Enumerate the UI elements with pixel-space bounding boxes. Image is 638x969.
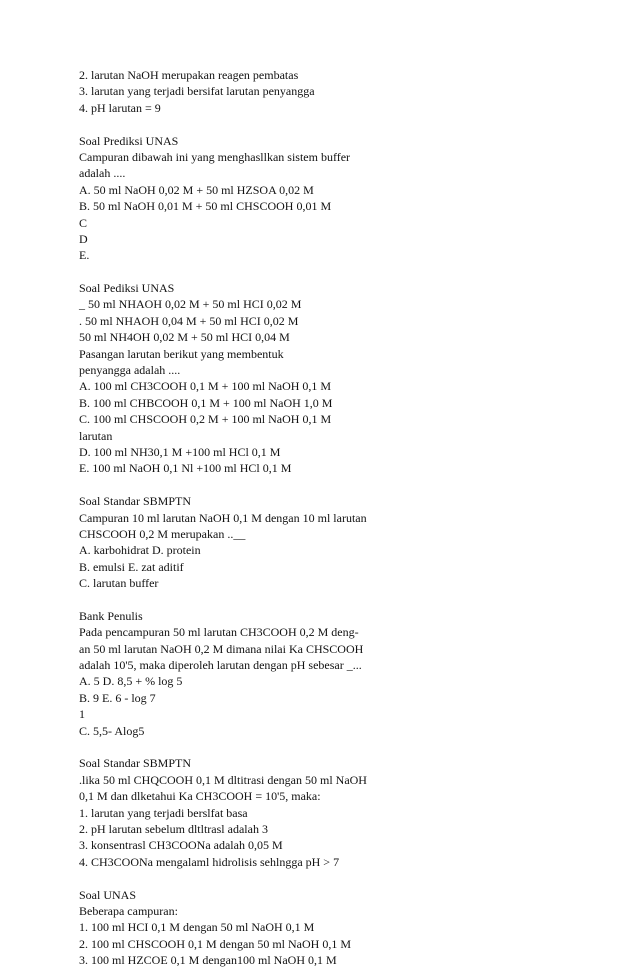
text-line: Campuran dibawah ini yang menghasllkan sistem buffer: [79, 149, 351, 164]
text-line: Soal Standar SBMPTN: [79, 756, 192, 771]
text-line: Pada pencampuran 50 ml larutan CH3COOH 0,2 M deng-: [79, 625, 359, 640]
text-line: A. karbohidrat D. protein: [79, 543, 201, 558]
blank-line: [79, 739, 599, 755]
text-line: C. 100 ml CHSCOOH 0,2 M + 100 ml NaOH 0,1 M: [79, 412, 332, 427]
text-line: C: [79, 215, 88, 230]
text-line: 3. larutan yang terjadi bersifat larutan penyangga: [79, 84, 315, 99]
text-line: 2. pH larutan sebelum dltltrasl adalah 3: [79, 821, 268, 836]
text-line: 1: [79, 707, 85, 722]
text-line: 3. 100 ml HZCOE 0,1 M dengan100 ml NaOH 0,1 M: [79, 953, 337, 968]
blank-line: [79, 592, 599, 608]
text-line: Soal Standar SBMPTN: [79, 494, 192, 509]
text-line: B. 100 ml CHBCOOH 0,1 M + 100 ml NaOH 1,0 M: [79, 395, 333, 410]
text-line: 3. konsentrasl CH3COONa adalah 0,05 M: [79, 838, 283, 853]
text-line: larutan: [79, 428, 113, 443]
text-line: an 50 ml larutan NaOH 0,2 M dimana nilai Ka CHSCOOH: [79, 641, 364, 656]
text-line: E.: [79, 248, 90, 263]
blank-line: [79, 477, 599, 493]
text-line: E. 100 ml NaOH 0,1 Nl +100 ml HCl 0,1 M: [79, 461, 292, 476]
text-line: Pasangan larutan berikut yang membentuk: [79, 346, 284, 361]
text-line: Soal Pediksi UNAS: [79, 281, 175, 296]
blank-line: [79, 116, 599, 132]
text-line: 2. larutan NaOH merupakan reagen pembatas: [79, 68, 299, 82]
text-line: A. 5 D. 8,5 + % log 5: [79, 674, 183, 689]
text-line: 1. 100 ml HCI 0,1 M dengan 50 ml NaOH 0,1 M: [79, 920, 315, 935]
text-line: Bank Penulis: [79, 608, 143, 623]
text-line: Beberapa campuran:: [79, 903, 178, 918]
text-line: Campuran 10 ml larutan NaOH 0,1 M dengan 10 ml larutan: [79, 510, 367, 525]
text-line: 0,1 M dan dlketahui Ka CH3COOH = 10'5, maka:: [79, 789, 321, 804]
text-line: C. larutan buffer: [79, 576, 159, 591]
text-line: 4. pH larutan = 9: [79, 100, 161, 115]
text-line: Soal UNAS: [79, 887, 137, 902]
text-line: 50 ml NH4OH 0,02 M + 50 ml HCI 0,04 M: [79, 330, 290, 345]
text-line: 4. CH3COONa mengalaml hidrolisis sehlngga pH > 7: [79, 854, 340, 869]
document-page: [79, 67, 599, 968]
text-line: 1. larutan yang terjadi berslfat basa: [79, 805, 248, 820]
text-line: B. emulsi E. zat aditif: [79, 559, 184, 574]
text-line: _ 50 ml NHAOH 0,02 M + 50 ml HCI 0,02 M: [79, 297, 302, 312]
text-line: D: [79, 231, 88, 246]
text-line: adalah ....: [79, 166, 126, 181]
text-line: D. 100 ml NH30,1 M +100 ml HCl 0,1 M: [79, 444, 281, 459]
text-line: . 50 ml NHAOH 0,04 M + 50 ml HCI 0,02 M: [79, 313, 299, 328]
text-line: B. 50 ml NaOH 0,01 M + 50 ml CHSCOOH 0,01 M: [79, 199, 332, 214]
text-line: penyangga adalah ....: [79, 363, 181, 378]
text-line: A. 100 ml CH3COOH 0,1 M + 100 ml NaOH 0,1 M: [79, 379, 332, 394]
text-line: A. 50 ml NaOH 0,02 M + 50 ml HZSOA 0,02 M: [79, 182, 314, 197]
text-line: C. 5,5- Alog5: [79, 723, 145, 738]
blank-line: [79, 264, 599, 280]
text-line: B. 9 E. 6 - log 7: [79, 690, 156, 705]
text-line: CHSCOOH 0,2 M merupakan ..__: [79, 526, 246, 541]
text-line: .lika 50 ml CHQCOOH 0,1 M dltitrasi dengan 50 ml NaOH: [79, 772, 367, 787]
text-line: 2. 100 ml CHSCOOH 0,1 M dengan 50 ml NaOH 0,1 M: [79, 936, 351, 951]
blank-line: [79, 870, 599, 886]
text-line: Soal Prediksi UNAS: [79, 133, 179, 148]
text-line: adalah 10'5, maka diperoleh larutan dengan pH sebesar _...: [79, 658, 362, 673]
